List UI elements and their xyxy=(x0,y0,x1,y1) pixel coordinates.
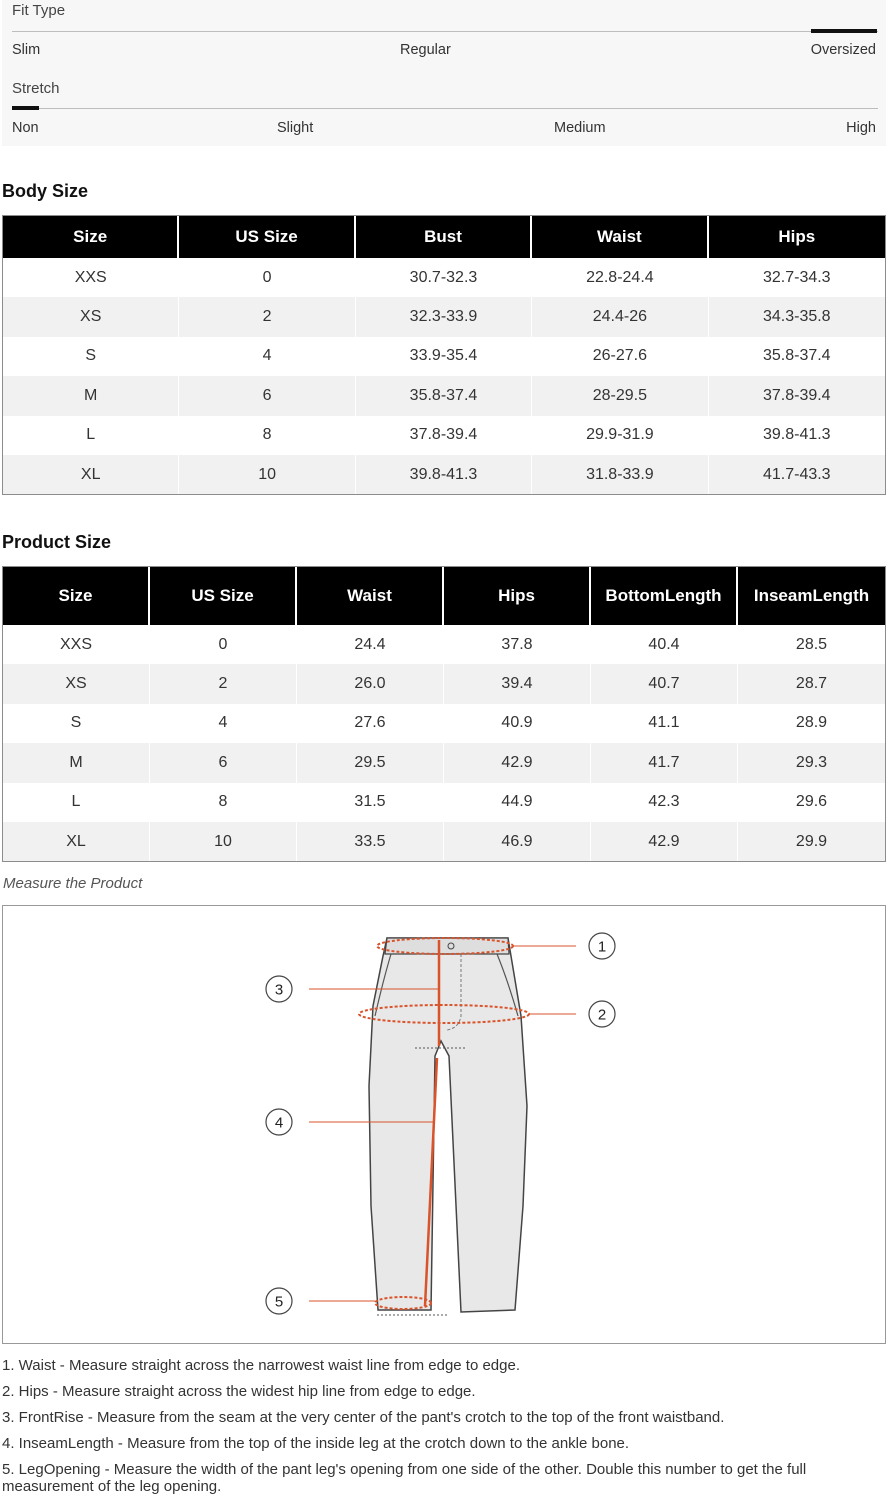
table-cell: 24.4 xyxy=(297,625,444,664)
table-cell: 42.9 xyxy=(444,743,591,782)
stretch-track xyxy=(12,108,878,109)
column-header: Waist xyxy=(297,567,444,625)
table-cell: 28.7 xyxy=(738,664,885,703)
table-cell: 31.5 xyxy=(297,783,444,822)
table-row xyxy=(3,455,885,494)
callout-number-1: 1 xyxy=(597,938,607,956)
stretch-selected-marker xyxy=(12,106,39,110)
table-cell: 44.9 xyxy=(444,783,591,822)
note-hips: 2. Hips - Measure straight across the widest hip line from edge to edge. xyxy=(2,1383,476,1400)
table-header-row xyxy=(3,567,885,625)
callout-number-2: 2 xyxy=(597,1006,607,1024)
column-header: BottomLength xyxy=(591,567,738,625)
table-cell: 4 xyxy=(179,337,355,376)
callout-number-3: 3 xyxy=(274,981,284,999)
table-cell: 32.7-34.3 xyxy=(709,258,885,297)
table-cell: XL xyxy=(3,455,179,494)
stretch-label: Stretch xyxy=(12,80,60,97)
table-cell: 42.9 xyxy=(591,822,738,861)
table-row xyxy=(3,704,885,743)
note-front-rise: 3. FrontRise - Measure from the seam at the very center of the pant's crotch to the top of the front waistband. xyxy=(2,1409,725,1426)
stretch-option-high: High xyxy=(846,120,876,136)
note-inseam-length: 4. InseamLength - Measure from the top of the inside leg at the crotch down to the ankle bone. xyxy=(2,1435,630,1452)
body-size-title: Body Size xyxy=(2,181,89,201)
table-row xyxy=(3,416,885,455)
table-cell: 6 xyxy=(150,743,297,782)
table-cell: 42.3 xyxy=(591,783,738,822)
table-cell: 29.6 xyxy=(738,783,885,822)
table-cell: 24.4-26 xyxy=(532,297,708,336)
table-cell: 40.7 xyxy=(591,664,738,703)
table-header-row xyxy=(3,216,885,258)
table-cell: L xyxy=(3,783,150,822)
table-cell: 29.9 xyxy=(738,822,885,861)
column-header: Size xyxy=(3,567,150,625)
column-header: Waist xyxy=(532,216,708,258)
table-cell: XXS xyxy=(3,625,150,664)
table-cell: 30.7-32.3 xyxy=(356,258,532,297)
table-row xyxy=(3,337,885,376)
fit-type-selected-marker xyxy=(811,29,877,33)
table-cell: S xyxy=(3,337,179,376)
table-cell: 32.3-33.9 xyxy=(356,297,532,336)
table-cell: 33.9-35.4 xyxy=(356,337,532,376)
table-cell: 10 xyxy=(179,455,355,494)
table-cell: XS xyxy=(3,297,179,336)
table-cell: 2 xyxy=(179,297,355,336)
measurement-notes xyxy=(2,1358,886,1500)
table-cell: 22.8-24.4 xyxy=(532,258,708,297)
table-cell: 33.5 xyxy=(297,822,444,861)
table-cell: 29.3 xyxy=(738,743,885,782)
table-cell: 39.8-41.3 xyxy=(356,455,532,494)
fit-option-regular: Regular xyxy=(400,42,451,58)
table-cell: XS xyxy=(3,664,150,703)
table-cell: 41.7-43.3 xyxy=(709,455,885,494)
table-row xyxy=(3,297,885,336)
table-cell: 0 xyxy=(179,258,355,297)
table-row xyxy=(3,625,885,664)
table-cell: 39.4 xyxy=(444,664,591,703)
table-cell: XL xyxy=(3,822,150,861)
callout-number-5: 5 xyxy=(274,1293,284,1311)
table-cell: 35.8-37.4 xyxy=(709,337,885,376)
table-cell: 26-27.6 xyxy=(532,337,708,376)
table-row xyxy=(3,258,885,297)
table-cell: 26.0 xyxy=(297,664,444,703)
note-leg-opening: 5. LegOpening - Measure the width of the pant leg's opening from one side of the other. Double this number to get the full measurement of the leg opening. xyxy=(2,1461,807,1495)
table-cell: 28-29.5 xyxy=(532,376,708,415)
pants-illustration xyxy=(3,906,887,1345)
fit-stretch-panel xyxy=(2,0,886,146)
table-cell: 40.9 xyxy=(444,704,591,743)
column-header: Hips xyxy=(709,216,885,258)
table-cell: 39.8-41.3 xyxy=(709,416,885,455)
table-cell: M xyxy=(3,743,150,782)
table-cell: XXS xyxy=(3,258,179,297)
table-cell: 8 xyxy=(150,783,297,822)
table-cell: 37.8-39.4 xyxy=(709,376,885,415)
measure-diagram xyxy=(2,905,886,1344)
note-waist: 1. Waist - Measure straight across the narrowest waist line from edge to edge. xyxy=(2,1357,521,1374)
callout-number-4: 4 xyxy=(274,1114,284,1132)
stretch-option-non: Non xyxy=(12,120,39,136)
table-cell: 41.7 xyxy=(591,743,738,782)
table-cell: 37.8-39.4 xyxy=(356,416,532,455)
table-cell: 6 xyxy=(179,376,355,415)
table-cell: 46.9 xyxy=(444,822,591,861)
fit-option-slim: Slim xyxy=(12,42,41,58)
table-cell: 35.8-37.4 xyxy=(356,376,532,415)
table-row xyxy=(3,376,885,415)
measure-caption: Measure the Product xyxy=(3,875,143,892)
column-header: InseamLength xyxy=(738,567,885,625)
table-cell: 29.5 xyxy=(297,743,444,782)
column-header: Size xyxy=(3,216,179,258)
pants-shape xyxy=(369,938,527,1312)
table-row xyxy=(3,822,885,861)
column-header: Bust xyxy=(356,216,532,258)
fit-type-track xyxy=(12,31,878,32)
table-cell: 40.4 xyxy=(591,625,738,664)
column-header: Hips xyxy=(444,567,591,625)
stretch-option-slight: Slight xyxy=(277,120,314,136)
table-cell: M xyxy=(3,376,179,415)
body-size-table xyxy=(2,215,886,495)
table-cell: 2 xyxy=(150,664,297,703)
fit-type-label: Fit Type xyxy=(12,2,66,19)
table-cell: 29.9-31.9 xyxy=(532,416,708,455)
table-cell: 8 xyxy=(179,416,355,455)
stretch-option-medium: Medium xyxy=(554,120,606,136)
table-cell: 37.8 xyxy=(444,625,591,664)
table-row xyxy=(3,664,885,703)
table-cell: 27.6 xyxy=(297,704,444,743)
table-cell: 31.8-33.9 xyxy=(532,455,708,494)
table-cell: 28.5 xyxy=(738,625,885,664)
product-size-table xyxy=(2,566,886,862)
column-header: US Size xyxy=(150,567,297,625)
fit-option-oversized: Oversized xyxy=(810,42,876,58)
column-header: US Size xyxy=(179,216,355,258)
table-row xyxy=(3,783,885,822)
table-cell: 28.9 xyxy=(738,704,885,743)
table-cell: 34.3-35.8 xyxy=(709,297,885,336)
table-cell: 4 xyxy=(150,704,297,743)
product-size-title: Product Size xyxy=(2,532,112,552)
table-cell: 10 xyxy=(150,822,297,861)
table-cell: 0 xyxy=(150,625,297,664)
table-cell: S xyxy=(3,704,150,743)
table-row xyxy=(3,743,885,782)
table-cell: L xyxy=(3,416,179,455)
table-cell: 41.1 xyxy=(591,704,738,743)
